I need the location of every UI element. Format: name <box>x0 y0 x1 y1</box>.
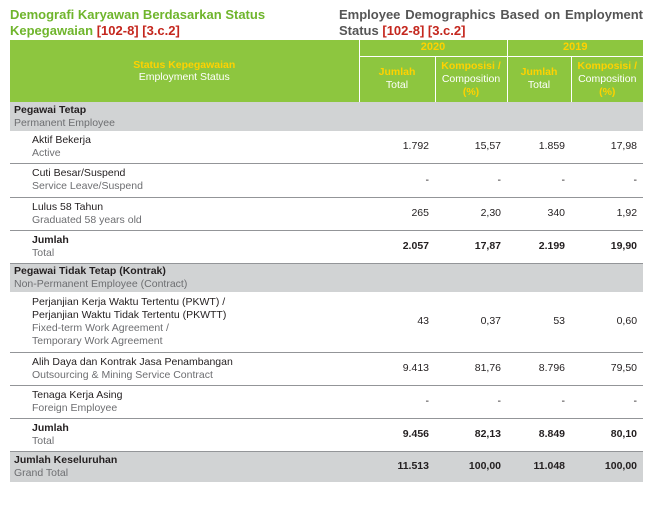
composition-unit: (%) <box>599 85 616 98</box>
title-english <box>339 7 643 39</box>
row-label-en: Fixed-term Work Agreement / <box>32 321 169 334</box>
composition-2020: - <box>435 163 507 197</box>
status-header-id: Status Kepegawaian <box>133 59 236 71</box>
row-label-en: Outsourcing & Mining Service Contract <box>32 368 213 381</box>
grand-total-2019: 11.048 <box>507 451 571 482</box>
total-header-en: Total <box>385 79 409 92</box>
section-title-id: Pegawai Tetap <box>14 103 87 116</box>
employee-demographics-table <box>10 40 643 482</box>
composition-2020: - <box>435 385 507 418</box>
grand-total-label-id: Jumlah Keseluruhan <box>14 453 118 466</box>
grand-total-row <box>10 451 643 482</box>
composition-header-id: Komposisi / <box>441 59 501 72</box>
composition-2019: 0,60 <box>571 292 643 352</box>
composition-2019: 79,50 <box>571 352 643 385</box>
row-label-en: Foreign Employee <box>32 401 118 414</box>
value-2020: 9.413 <box>359 352 435 385</box>
total-header-id: Jumlah <box>520 66 558 79</box>
composition-2020: 82,13 <box>435 418 507 451</box>
row-label-en: Active <box>32 146 61 159</box>
composition-unit: (%) <box>462 85 480 98</box>
composition-2020: 15,57 <box>435 131 507 163</box>
section-title-en: Non-Permanent Employee (Contract) <box>14 277 188 290</box>
row-label-id: Jumlah <box>32 421 69 434</box>
table-row <box>10 131 643 163</box>
value-2019: - <box>507 163 571 197</box>
value-2020: 265 <box>359 197 435 230</box>
row-label-id: Perjanjian Kerja Waktu Tertentu (PKWT) / <box>32 295 226 308</box>
composition-header-2019 <box>571 56 643 102</box>
table-row <box>10 352 643 385</box>
row-label-id: Alih Daya dan Kontrak Jasa Penambangan <box>32 355 233 368</box>
section-title-id: Pegawai Tidak Tetap (Kontrak) <box>14 264 166 277</box>
row-label-en: Total <box>32 246 55 259</box>
composition-header-2020 <box>435 56 507 102</box>
title-en-text: Employee Demographics Based on Employment Status <box>339 7 643 38</box>
row-label-id: Tenaga Kerja Asing <box>32 388 123 401</box>
value-2020: 9.456 <box>359 418 435 451</box>
table-row <box>10 163 643 197</box>
table-row <box>10 385 643 418</box>
row-label-en: Temporary Work Agreement <box>32 334 163 347</box>
row-label-en: Service Leave/Suspend <box>32 180 143 192</box>
composition-header-en: Composition <box>441 72 501 85</box>
composition-2020: 2,30 <box>435 197 507 230</box>
title-id-text: Demografi Karyawan Berdasarkan Status Kepegawaian <box>10 7 266 38</box>
value-2019: 8.796 <box>507 352 571 385</box>
value-2019: 2.199 <box>507 230 571 263</box>
total-header-id: Jumlah <box>378 66 416 79</box>
title-indonesian <box>10 7 310 39</box>
total-header-2019 <box>507 56 571 102</box>
row-label-id: Aktif Bekerja <box>32 133 91 146</box>
total-header-en: Total <box>527 79 551 92</box>
row-label-en: Total <box>32 434 55 447</box>
reference-code-id: [102-8] [3.c.2] <box>96 23 180 38</box>
status-column-header <box>10 40 359 102</box>
value-2019: 1.859 <box>507 131 571 163</box>
value-2020: - <box>359 163 435 197</box>
section-header-permanent <box>10 102 643 131</box>
subtotal-row <box>10 418 643 451</box>
composition-2019: 17,98 <box>571 131 643 163</box>
composition-2019: 19,90 <box>571 230 643 263</box>
section-title-en: Permanent Employee <box>14 116 115 129</box>
value-2020: - <box>359 385 435 418</box>
composition-2020: 81,76 <box>435 352 507 385</box>
value-2019: - <box>507 385 571 418</box>
year-header-2020: 2020 <box>359 40 507 56</box>
section-header-contract <box>10 263 643 292</box>
status-header-en: Employment Status <box>138 71 230 83</box>
value-2020: 2.057 <box>359 230 435 263</box>
row-label-id: Cuti Besar/Suspend <box>32 167 126 179</box>
reference-code-en: [102-8] [3.c.2] <box>382 23 466 38</box>
composition-header-id: Komposisi / <box>577 59 638 72</box>
subtotal-row <box>10 230 643 263</box>
grand-total-label-en: Grand Total <box>14 466 69 479</box>
composition-2020: 17,87 <box>435 230 507 263</box>
row-label-id: Lulus 58 Tahun <box>32 200 104 213</box>
grand-composition-2020: 100,00 <box>435 451 507 482</box>
composition-2020: 0,37 <box>435 292 507 352</box>
table-row <box>10 197 643 230</box>
table-row <box>10 292 643 352</box>
row-label-id: Perjanjian Waktu Tidak Tertentu (PKWTT) <box>32 308 227 321</box>
total-header-2020 <box>359 56 435 102</box>
value-2019: 8.849 <box>507 418 571 451</box>
row-label-en: Graduated 58 years old <box>32 213 142 226</box>
grand-composition-2019: 100,00 <box>571 451 643 482</box>
year-header-2019: 2019 <box>507 40 643 56</box>
value-2020: 1.792 <box>359 131 435 163</box>
composition-2019: - <box>571 163 643 197</box>
composition-2019: - <box>571 385 643 418</box>
grand-total-2020: 11.513 <box>359 451 435 482</box>
value-2020: 43 <box>359 292 435 352</box>
value-2019: 53 <box>507 292 571 352</box>
composition-2019: 1,92 <box>571 197 643 230</box>
composition-header-en: Composition <box>578 72 637 85</box>
composition-2019: 80,10 <box>571 418 643 451</box>
row-label-id: Jumlah <box>32 233 69 246</box>
value-2019: 340 <box>507 197 571 230</box>
